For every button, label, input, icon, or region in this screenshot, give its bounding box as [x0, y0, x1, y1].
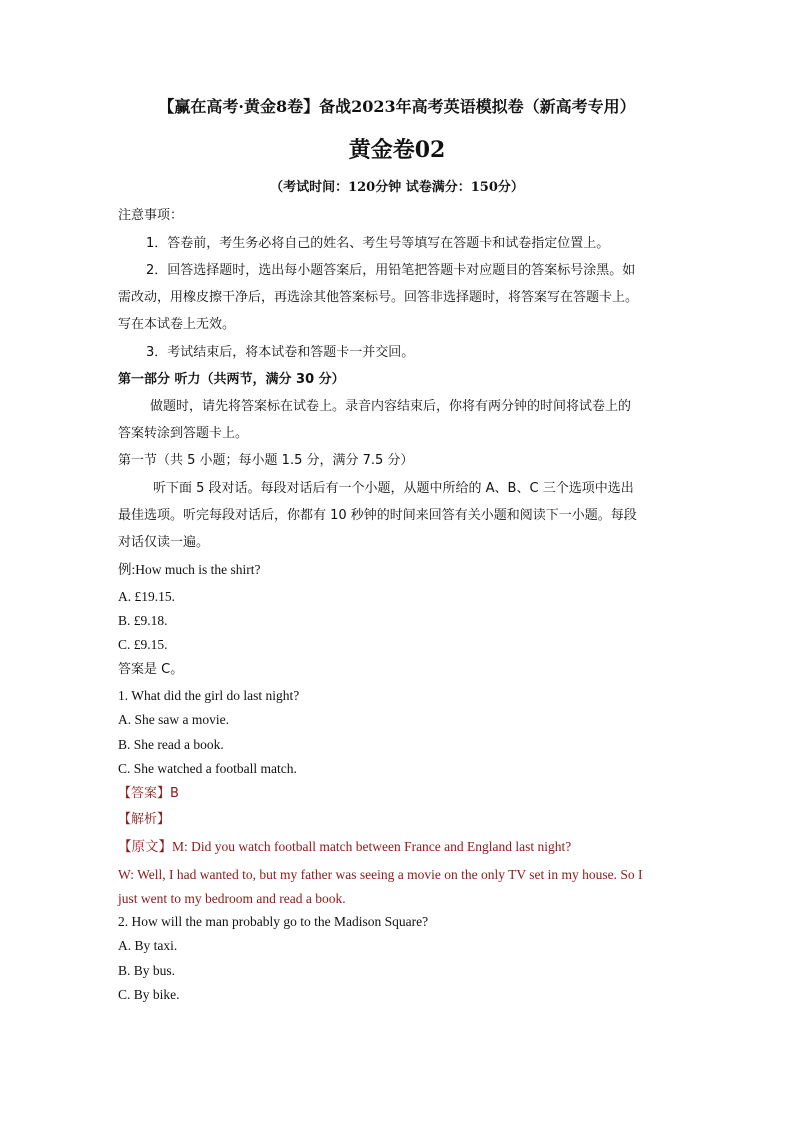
- transcript-line: W: Well, I had wanted to, but my father was seeing a movie on the only TV set in my house. So I: [118, 867, 643, 882]
- question-option: A. By taxi.: [118, 938, 178, 953]
- note-item: 1．答卷前，考生务必将自己的姓名、考生号等填写在答题卡和试卷指定位置上。: [146, 236, 610, 251]
- document-title: 【赢在高考·黄金8卷】备战2023年高考英语模拟卷（新高考专用）: [158, 97, 636, 116]
- part1-title: 第一部分 听力（共两节，满分 30 分）: [118, 372, 345, 387]
- note-item: 3．考试结束后，将本试卷和答题卡一并交回。: [146, 345, 415, 360]
- question-option: B. By bus.: [118, 963, 176, 978]
- analysis-label: 【解析】: [118, 812, 171, 827]
- question-option: C. She watched a football match.: [118, 761, 297, 776]
- section1-title: 第一节（共 5 小题；每小题 1.5 分，满分 7.5 分）: [118, 453, 414, 468]
- example-question: 例:How much is the shirt?: [118, 562, 261, 577]
- part1-instruction: 做题时，请先将答案标在试卷上。录音内容结束后，你将有两分钟的时间将试卷上的: [150, 399, 632, 414]
- section1-instruction: 最佳选项。听完每段对话后，你都有 10 秒钟的时间来回答有关小题和阅读下一小题。每段: [118, 508, 637, 523]
- transcript-line: just went to my bedroom and read a book.: [118, 891, 346, 906]
- example-option: B. £9.18.: [118, 613, 168, 628]
- paper-heading: 黄金卷02: [348, 137, 446, 163]
- question-option: C. By bike.: [118, 987, 180, 1002]
- example-option: A. £19.15.: [118, 589, 175, 604]
- section1-instruction: 听下面 5 段对话。每段对话后有一个小题，从题中所给的 A、B、C 三个选项中选出: [153, 481, 634, 496]
- example-answer: 答案是 C。: [118, 662, 184, 677]
- question-option: A. She saw a movie.: [118, 712, 229, 727]
- part1-instruction: 答案转涂到答题卡上。: [118, 426, 249, 441]
- note-item: 需改动，用橡皮擦干净后，再选涂其他答案标号。回答非选择题时，将答案写在答题卡上。: [118, 290, 639, 305]
- note-item: 2．回答选择题时，选出每小题答案后，用铅笔把答题卡对应题目的答案标号涂黑。如: [146, 263, 636, 278]
- question-text: 2. How will the man probably go to the Madison Square?: [118, 914, 429, 929]
- notes-label: 注意事项：: [118, 208, 184, 223]
- transcript-line: 【原文】M: Did you watch football match between France and England last night?: [118, 839, 572, 854]
- example-option: C. £9.15.: [118, 637, 168, 652]
- question-text: 1. What did the girl do last night?: [118, 688, 300, 703]
- section1-instruction: 对话仅读一遍。: [118, 535, 210, 550]
- note-item: 写在本试卷上无效。: [118, 317, 236, 332]
- exam-info: （考试时间：120分钟 试卷满分：150分）: [270, 180, 524, 195]
- answer-label: 【答案】B: [118, 786, 179, 801]
- question-option: B. She read a book.: [118, 737, 224, 752]
